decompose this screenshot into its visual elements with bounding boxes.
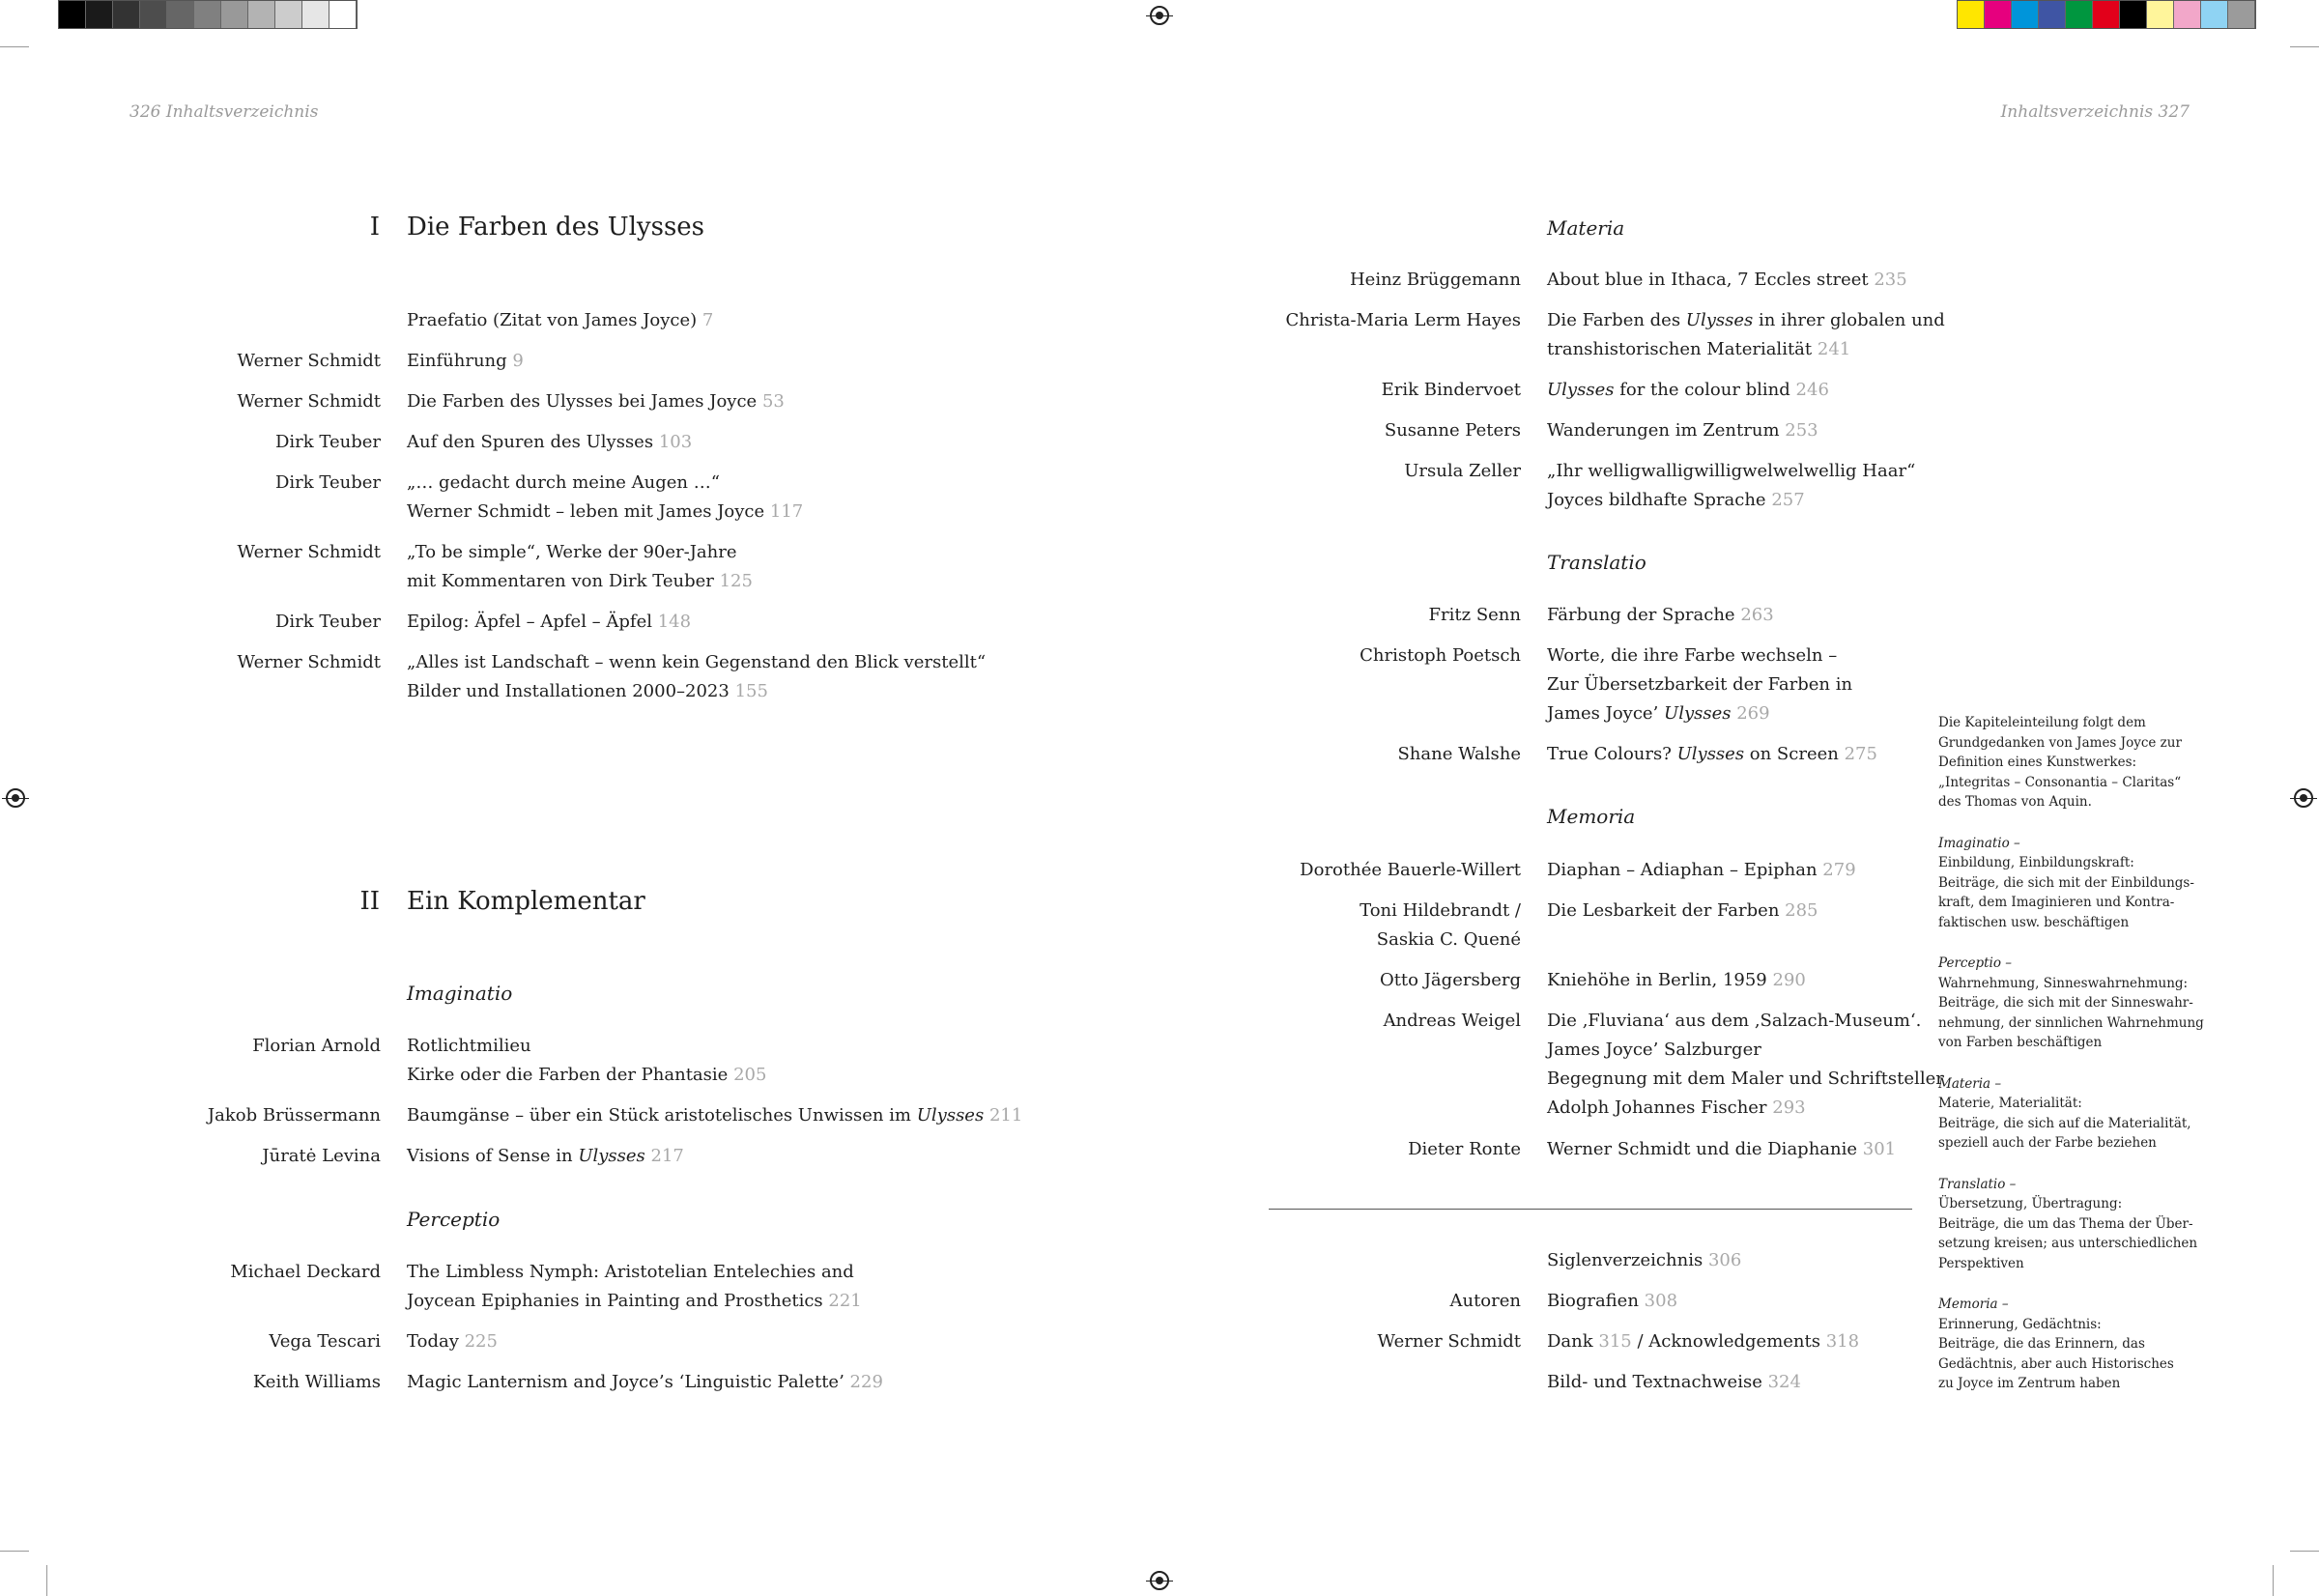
toc-entry <box>1449 1287 1678 1316</box>
page-number: 205 <box>733 1065 767 1085</box>
title-line: Die Farben des Ulysses in ihrer globalen und <box>1547 310 1945 330</box>
page-number: 301 <box>1862 1139 1897 1159</box>
entry-title: True Colours? Ulysses on Screen 275 <box>1547 744 1877 764</box>
note-line: setzung kreisen; aus unterschiedlichen <box>1938 1236 2198 1251</box>
entry-author: Florian Arnold <box>252 1036 381 1056</box>
title-line: Rotlichtmilieu <box>407 1036 531 1056</box>
page-number: 253 <box>1785 420 1818 441</box>
note-spacer <box>1938 932 2204 954</box>
gray-swatch <box>113 1 140 28</box>
page-number: 148 <box>657 612 692 632</box>
entry-author: Werner Schmidt <box>237 391 381 412</box>
title-line: Die ‚Fluviana‘ aus dem ‚Salzach-Museum‘. <box>1547 1011 1922 1031</box>
entry-author <box>1360 897 1521 955</box>
entry-author: Susanne Peters <box>1384 420 1521 441</box>
toc-entry <box>1379 966 1806 995</box>
entry-title: Ulysses for the colour blind 246 <box>1547 380 1829 400</box>
entry-title <box>407 387 785 416</box>
title-line: „… gedacht durch meine Augen …“ <box>407 472 720 493</box>
toc-entry <box>237 347 524 376</box>
gray-swatch <box>86 1 113 28</box>
toc-entry <box>237 387 785 416</box>
toc-entry <box>1381 376 1829 405</box>
part-number: II <box>359 887 380 916</box>
part-heading <box>359 887 645 916</box>
note-line: Übersetzung, Übertragung: <box>1938 1196 2123 1211</box>
title-line: Bilder und Installationen 2000–2023 155 <box>407 681 768 701</box>
color-swatch <box>2093 1 2120 28</box>
entry-author: Jūratė Levina <box>262 1146 381 1166</box>
entry-author: Dirk Teuber <box>274 472 381 493</box>
entry-title <box>407 538 753 596</box>
gray-swatch <box>329 1 357 28</box>
color-swatch <box>1958 1 1985 28</box>
crop-mark <box>2290 1551 2319 1552</box>
title-line: Einführung 9 <box>407 351 524 371</box>
entry-author: Erik Bindervoet <box>1381 380 1521 400</box>
entry-author: Dorothée Bauerle-Willert <box>1300 860 1521 880</box>
page-number: 324 <box>1767 1372 1801 1392</box>
gray-swatch <box>167 1 194 28</box>
entry-title: Dank 315 / Acknowledgements 318 <box>1547 1331 1860 1352</box>
crop-mark <box>0 46 29 47</box>
color-swatch <box>2147 1 2174 28</box>
toc-entry <box>207 1101 1023 1130</box>
part-title: Die Farben des Ulysses <box>407 213 705 242</box>
note-line: Beiträge, die das Erinnern, das <box>1938 1336 2145 1352</box>
entry-title <box>1547 457 1915 515</box>
gray-swatch <box>140 1 167 28</box>
note-spacer <box>1938 1273 2204 1295</box>
title-line: transhistorischen Materialität 241 <box>1547 339 1851 359</box>
toc-entry <box>1547 1368 1801 1397</box>
entry-title: Werner Schmidt und die Diaphanie 301 <box>1547 1139 1897 1159</box>
entry-title <box>407 347 524 376</box>
page-number: 7 <box>701 310 714 330</box>
page-number: 53 <box>761 391 785 412</box>
toc-entry <box>1360 641 1853 728</box>
title-line: „Ihr welligwalligwilligwelwelwellig Haar“ <box>1547 461 1916 481</box>
toc-entry <box>1428 601 1774 630</box>
gray-swatch <box>275 1 302 28</box>
title-line: Begegnung mit dem Maler und Schriftsteller <box>1547 1069 1944 1089</box>
entry-title <box>407 1327 498 1356</box>
section-heading-perceptio: Perceptio <box>407 1208 501 1231</box>
entry-title <box>1547 306 1945 364</box>
crop-mark <box>46 1565 47 1596</box>
margin-note <box>1938 713 2204 1394</box>
crop-mark <box>0 1551 29 1552</box>
color-swatch <box>1985 1 2012 28</box>
gray-swatch <box>59 1 86 28</box>
entry-author: Werner Schmidt <box>1377 1331 1521 1352</box>
note-line: Definition eines Kunstwerkes: <box>1938 755 2137 770</box>
gray-swatch <box>194 1 221 28</box>
title-line: Worte, die ihre Farbe wechseln – <box>1547 645 1838 666</box>
page-number: 275 <box>1844 744 1877 764</box>
entry-author: Vega Tescari <box>269 1331 381 1352</box>
entry-title: Visions of Sense in Ulysses 217 <box>407 1146 684 1166</box>
toc-entry <box>1349 266 1907 295</box>
entry-title: Diaphan – Adiaphan – Epiphan 279 <box>1547 860 1856 880</box>
gray-swatch <box>302 1 329 28</box>
page-number: 241 <box>1817 339 1851 359</box>
part-title: Ein Komplementar <box>407 887 645 916</box>
toc-entry <box>274 428 693 457</box>
page-number: 308 <box>1644 1291 1678 1311</box>
entry-author: Heinz Brüggemann <box>1349 270 1521 290</box>
entry-title <box>407 1368 883 1397</box>
page-number: 285 <box>1785 900 1818 921</box>
note-heading: Materia – <box>1938 1075 2002 1092</box>
note-spacer <box>1938 1053 2204 1074</box>
title-line: „To be simple“, Werke der 90er-Jahre <box>407 542 737 562</box>
note-line: Beiträge, die um das Thema der Über- <box>1938 1215 2193 1232</box>
note-line: Einbildung, Einbildungskraft: <box>1938 855 2134 870</box>
entry-author: Werner Schmidt <box>237 652 381 672</box>
title-line: The Limbless Nymph: Aristotelian Entelechies and <box>407 1262 854 1282</box>
entry-title <box>407 1258 862 1316</box>
note-line: Beiträge, die sich auf die Materialität, <box>1938 1115 2191 1131</box>
toc-entry <box>230 1258 862 1316</box>
note-line: Materie, Materialität: <box>1938 1096 2082 1111</box>
page-number: 269 <box>1736 703 1770 724</box>
toc-entry <box>1547 1246 1741 1275</box>
note-line: „Integritas – Consonantia – Claritas“ <box>1938 774 2182 790</box>
toc-entry <box>407 306 713 335</box>
entry-author: Jakob Brüssermann <box>207 1105 381 1126</box>
toc-entry <box>1397 740 1877 769</box>
registration-mark-right <box>2294 788 2313 808</box>
page-number: 257 <box>1771 490 1805 510</box>
page-number: 229 <box>849 1372 883 1392</box>
entry-title: Kniehöhe in Berlin, 1959 290 <box>1547 970 1806 990</box>
title-line: Joycean Epiphanies in Painting and Prosthetics 221 <box>407 1291 862 1311</box>
part-heading <box>369 213 705 242</box>
entry-title: About blue in Ithaca, 7 Eccles street 235 <box>1547 270 1907 290</box>
toc-entry <box>252 1032 767 1090</box>
page-number: 9 <box>512 351 524 371</box>
entry-author: Dirk Teuber <box>274 432 381 452</box>
color-swatch <box>2039 1 2066 28</box>
title-line: James Joyce’ Ulysses 269 <box>1547 703 1770 724</box>
note-line: nehmung, der sinnlichen Wahrnehmung <box>1938 1014 2204 1031</box>
page-number: 318 <box>1825 1331 1860 1352</box>
entry-author: Keith Williams <box>252 1372 381 1392</box>
crop-mark <box>2290 46 2319 47</box>
toc-entry <box>274 469 804 527</box>
entry-author: Michael Deckard <box>230 1262 381 1282</box>
toc-entry <box>252 1368 883 1397</box>
title-line: Praefatio (Zitat von James Joyce) 7 <box>407 310 714 330</box>
registration-mark-bottom <box>1150 1571 1169 1590</box>
note-spacer <box>1938 1154 2204 1175</box>
title-line: Today 225 <box>407 1331 498 1352</box>
registration-mark-top <box>1150 6 1169 25</box>
note-line: von Farben beschäftigen <box>1938 1035 2103 1050</box>
title-line: Zur Übersetzbarkeit der Farben in <box>1547 674 1853 695</box>
page-number: 306 <box>1707 1250 1742 1270</box>
entry-author: Otto Jägersberg <box>1379 970 1521 990</box>
title-line: Auf den Spuren des Ulysses 103 <box>407 432 693 452</box>
page-number: 263 <box>1740 605 1774 625</box>
note-line: kraft, dem Imaginieren und Kontra- <box>1938 895 2175 910</box>
color-swatch <box>2012 1 2039 28</box>
entry-title: Die Lesbarkeit der Farben 285 <box>1547 900 1818 921</box>
entry-title: Wanderungen im Zentrum 253 <box>1547 420 1818 441</box>
left-running-head: 326 Inhaltsverzeichnis <box>129 102 319 122</box>
title-line: Magic Lanternism and Joyce’s ‘Linguistic Palette’ 229 <box>407 1372 883 1392</box>
toc-entry <box>237 538 753 596</box>
color-swatch <box>2201 1 2228 28</box>
divider-rule <box>1269 1209 1912 1210</box>
toc-entry <box>1404 457 1916 515</box>
title-line: James Joyce’ Salzburger <box>1547 1040 1761 1060</box>
note-line: Erinnerung, Gedächtnis: <box>1938 1316 2102 1332</box>
entry-title <box>407 469 803 527</box>
page-number: 117 <box>769 501 804 522</box>
section-heading-memoria: Memoria <box>1547 805 1636 828</box>
note-line: speziell auch der Farbe beziehen <box>1938 1135 2157 1151</box>
note-heading: Memoria – <box>1938 1297 2009 1312</box>
entry-author: Christoph Poetsch <box>1360 645 1521 666</box>
page-number: 155 <box>734 681 768 701</box>
right-running-head: Inhaltsverzeichnis 327 <box>2000 102 2190 122</box>
note-line: Beiträge, die sich mit der Einbildungs- <box>1938 874 2194 891</box>
entry-title <box>1547 1007 1944 1123</box>
note-heading: Translatio – <box>1938 1176 2017 1192</box>
part-number: I <box>369 213 380 242</box>
title-line: Adolph Johannes Fischer 293 <box>1547 1097 1806 1118</box>
color-calibration-bar <box>1957 0 2256 29</box>
page-number: 315 <box>1598 1331 1632 1352</box>
page-number: 225 <box>464 1331 498 1352</box>
entry-title: Baumgänse – über ein Stück aristotelisches Unwissen im Ulysses 211 <box>407 1105 1023 1126</box>
toc-entry <box>1285 306 1945 364</box>
toc-entry <box>1383 1007 1944 1123</box>
entry-author: Christa-Maria Lerm Hayes <box>1285 310 1521 330</box>
entry-title <box>407 1032 766 1090</box>
title-line: Kirke oder die Farben der Phantasie 205 <box>407 1065 767 1085</box>
note-line: des Thomas von Aquin. <box>1938 794 2092 810</box>
toc-entry <box>1300 856 1856 885</box>
entry-author: Werner Schmidt <box>237 351 381 371</box>
page-number: 217 <box>650 1146 684 1166</box>
toc-entry <box>1384 416 1818 445</box>
title-line: Joyces bildhafte Sprache 257 <box>1547 490 1805 510</box>
toc-entry <box>1360 897 1818 950</box>
section-heading-imaginatio: Imaginatio <box>407 982 513 1005</box>
entry-title: Siglenverzeichnis 306 <box>1547 1250 1742 1270</box>
page-number: 279 <box>1822 860 1856 880</box>
entry-title <box>407 306 713 335</box>
entry-author: Ursula Zeller <box>1404 461 1521 481</box>
entry-author: Autoren <box>1449 1291 1521 1311</box>
note-spacer <box>1938 812 2204 834</box>
color-swatch <box>2174 1 2201 28</box>
toc-entry <box>262 1142 684 1171</box>
note-line: zu Joyce im Zentrum haben <box>1938 1376 2121 1391</box>
page-number: 221 <box>828 1291 862 1311</box>
page-number: 293 <box>1772 1097 1806 1118</box>
entry-author: Dieter Ronte <box>1408 1139 1521 1159</box>
note-line: Die Kapiteleinteilung folgt dem <box>1938 715 2146 730</box>
gray-calibration-bar <box>58 0 358 29</box>
note-line: Gedächtnis, aber auch Historisches <box>1938 1355 2174 1372</box>
registration-mark-left <box>6 788 25 808</box>
entry-title: Färbung der Sprache 263 <box>1547 605 1774 625</box>
title-line: Werner Schmidt – leben mit James Joyce 117 <box>407 501 804 522</box>
entry-author: Fritz Senn <box>1428 605 1521 625</box>
title-line: Die Farben des Ulysses bei James Joyce 53 <box>407 391 785 412</box>
note-line: Beiträge, die sich mit der Sinneswahr- <box>1938 995 2193 1011</box>
page-number: 235 <box>1874 270 1907 290</box>
note-line: Wahrnehmung, Sinneswahrnehmung: <box>1938 975 2189 991</box>
page-number: 211 <box>988 1105 1023 1126</box>
section-heading-translatio: Translatio <box>1547 551 1646 574</box>
color-swatch <box>2120 1 2147 28</box>
title-line: mit Kommentaren von Dirk Teuber 125 <box>407 571 753 591</box>
entry-author: Andreas Weigel <box>1383 1011 1521 1031</box>
note-heading: Perceptio – <box>1938 955 2013 971</box>
entry-title: Bild- und Textnachweise 324 <box>1547 1372 1801 1392</box>
entry-author: Dirk Teuber <box>274 612 381 632</box>
author-line: Saskia C. Quené <box>1376 929 1521 950</box>
page-number: 125 <box>719 571 753 591</box>
gray-swatch <box>221 1 248 28</box>
note-heading: Imaginatio – <box>1938 835 2020 851</box>
page-number: 246 <box>1795 380 1829 400</box>
entry-title <box>1547 641 1852 728</box>
entry-title: Biografien 308 <box>1547 1291 1678 1311</box>
page-number: 103 <box>658 432 693 452</box>
color-swatch <box>2066 1 2093 28</box>
entry-author: Werner Schmidt <box>237 542 381 562</box>
toc-entry <box>269 1327 498 1356</box>
toc-entry <box>1408 1135 1897 1164</box>
note-line: Grundgedanken von James Joyce zur <box>1938 734 2182 751</box>
section-heading-materia: Materia <box>1547 216 1625 240</box>
entry-author: Shane Walshe <box>1397 744 1521 764</box>
note-line: faktischen usw. beschäftigen <box>1938 914 2130 930</box>
entry-title <box>407 608 691 637</box>
toc-entry <box>1377 1327 1860 1356</box>
toc-entry <box>237 648 987 706</box>
author-line: Toni Hildebrandt / <box>1360 900 1521 921</box>
note-line: Perspektiven <box>1938 1255 2024 1271</box>
title-line: Epilog: Äpfel – Apfel – Äpfel 148 <box>407 612 692 632</box>
crop-mark <box>2273 1565 2274 1596</box>
entry-title <box>407 428 692 457</box>
entry-title <box>407 648 986 706</box>
color-swatch <box>2228 1 2255 28</box>
gray-swatch <box>248 1 275 28</box>
page-number: 290 <box>1772 970 1806 990</box>
toc-entry <box>274 608 692 637</box>
title-line: „Alles ist Landschaft – wenn kein Gegenstand den Blick verstellt“ <box>407 652 987 672</box>
